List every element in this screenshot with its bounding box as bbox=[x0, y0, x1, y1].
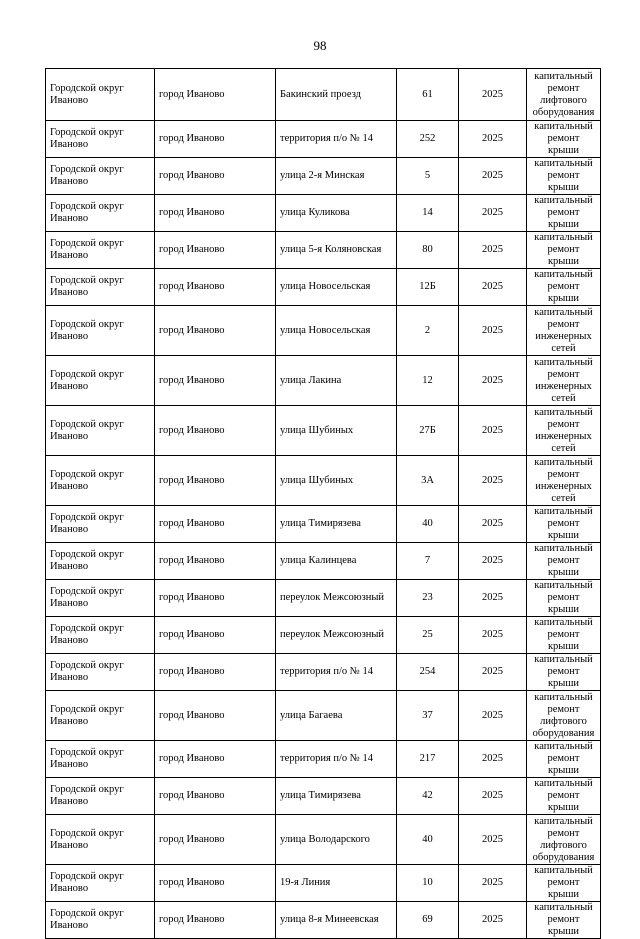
table-row bbox=[46, 902, 601, 939]
street-cell: улица Новосельская bbox=[276, 306, 397, 356]
house-number-cell: 27Б bbox=[397, 406, 459, 456]
work-type-cell: капитальный ремонт инженерных сетей bbox=[527, 356, 601, 406]
year-cell: 2025 bbox=[459, 232, 527, 269]
year-cell: 2025 bbox=[459, 69, 527, 121]
work-type-cell: капитальный ремонт инженерных сетей bbox=[527, 406, 601, 456]
work-type-cell: капитальный ремонт лифтового оборудования bbox=[527, 691, 601, 741]
house-number-cell: 5 bbox=[397, 158, 459, 195]
house-number-cell: 42 bbox=[397, 778, 459, 815]
year-cell: 2025 bbox=[459, 741, 527, 778]
work-type-cell: капитальный ремонт крыши bbox=[527, 269, 601, 306]
year-cell: 2025 bbox=[459, 815, 527, 865]
municipality-cell: Городской округ Иваново bbox=[46, 741, 155, 778]
locality-cell: город Иваново bbox=[155, 902, 276, 939]
work-type-cell: капитальный ремонт крыши bbox=[527, 741, 601, 778]
house-number-cell: 217 bbox=[397, 741, 459, 778]
year-cell: 2025 bbox=[459, 356, 527, 406]
house-number-cell: 40 bbox=[397, 815, 459, 865]
house-number-cell: 69 bbox=[397, 902, 459, 939]
street-cell: улица Багаева bbox=[276, 691, 397, 741]
house-number-cell: 7 bbox=[397, 543, 459, 580]
municipality-cell: Городской округ Иваново bbox=[46, 580, 155, 617]
municipality-cell: Городской округ Иваново bbox=[46, 543, 155, 580]
locality-cell: город Иваново bbox=[155, 778, 276, 815]
page-number: 98 bbox=[313, 38, 327, 53]
locality-cell: город Иваново bbox=[155, 815, 276, 865]
locality-cell: город Иваново bbox=[155, 456, 276, 506]
year-cell: 2025 bbox=[459, 580, 527, 617]
street-cell: улица 5-я Коляновская bbox=[276, 232, 397, 269]
street-cell: улица Новосельская bbox=[276, 269, 397, 306]
table-row bbox=[46, 617, 601, 654]
repair-schedule-table bbox=[45, 68, 601, 939]
year-cell: 2025 bbox=[459, 406, 527, 456]
house-number-cell: 80 bbox=[397, 232, 459, 269]
street-cell: улица Володарского bbox=[276, 815, 397, 865]
street-cell: улица 8-я Минеевская bbox=[276, 902, 397, 939]
year-cell: 2025 bbox=[459, 654, 527, 691]
street-cell: улица Тимирязева bbox=[276, 506, 397, 543]
year-cell: 2025 bbox=[459, 902, 527, 939]
locality-cell: город Иваново bbox=[155, 654, 276, 691]
street-cell: территория п/о № 14 bbox=[276, 121, 397, 158]
year-cell: 2025 bbox=[459, 195, 527, 232]
work-type-cell: капитальный ремонт крыши bbox=[527, 195, 601, 232]
house-number-cell: 12 bbox=[397, 356, 459, 406]
locality-cell: город Иваново bbox=[155, 406, 276, 456]
locality-cell: город Иваново bbox=[155, 741, 276, 778]
table-row bbox=[46, 195, 601, 232]
street-cell: переулок Межсоюзный bbox=[276, 580, 397, 617]
locality-cell: город Иваново bbox=[155, 158, 276, 195]
table-row bbox=[46, 406, 601, 456]
year-cell: 2025 bbox=[459, 456, 527, 506]
municipality-cell: Городской округ Иваново bbox=[46, 654, 155, 691]
work-type-cell: капитальный ремонт лифтового оборудования bbox=[527, 69, 601, 121]
locality-cell: город Иваново bbox=[155, 691, 276, 741]
work-type-cell: капитальный ремонт инженерных сетей bbox=[527, 306, 601, 356]
table-row bbox=[46, 691, 601, 741]
street-cell: улица 2-я Минская bbox=[276, 158, 397, 195]
locality-cell: город Иваново bbox=[155, 506, 276, 543]
street-cell: улица Тимирязева bbox=[276, 778, 397, 815]
street-cell: 19-я Линия bbox=[276, 865, 397, 902]
municipality-cell: Городской округ Иваново bbox=[46, 406, 155, 456]
work-type-cell: капитальный ремонт крыши bbox=[527, 617, 601, 654]
municipality-cell: Городской округ Иваново bbox=[46, 456, 155, 506]
municipality-cell: Городской округ Иваново bbox=[46, 306, 155, 356]
year-cell: 2025 bbox=[459, 543, 527, 580]
table-row bbox=[46, 269, 601, 306]
year-cell: 2025 bbox=[459, 865, 527, 902]
work-type-cell: капитальный ремонт крыши bbox=[527, 158, 601, 195]
house-number-cell: 3А bbox=[397, 456, 459, 506]
street-cell: улица Лакина bbox=[276, 356, 397, 406]
locality-cell: город Иваново bbox=[155, 580, 276, 617]
municipality-cell: Городской округ Иваново bbox=[46, 815, 155, 865]
table-row bbox=[46, 741, 601, 778]
house-number-cell: 23 bbox=[397, 580, 459, 617]
work-type-cell: капитальный ремонт лифтового оборудования bbox=[527, 815, 601, 865]
locality-cell: город Иваново bbox=[155, 306, 276, 356]
house-number-cell: 254 bbox=[397, 654, 459, 691]
house-number-cell: 12Б bbox=[397, 269, 459, 306]
house-number-cell: 2 bbox=[397, 306, 459, 356]
locality-cell: город Иваново bbox=[155, 356, 276, 406]
year-cell: 2025 bbox=[459, 121, 527, 158]
municipality-cell: Городской округ Иваново bbox=[46, 232, 155, 269]
table-row bbox=[46, 543, 601, 580]
street-cell: улица Калинцева bbox=[276, 543, 397, 580]
work-type-cell: капитальный ремонт инженерных сетей bbox=[527, 456, 601, 506]
house-number-cell: 61 bbox=[397, 69, 459, 121]
locality-cell: город Иваново bbox=[155, 269, 276, 306]
work-type-cell: капитальный ремонт крыши bbox=[527, 506, 601, 543]
municipality-cell: Городской округ Иваново bbox=[46, 691, 155, 741]
street-cell: улица Куликова bbox=[276, 195, 397, 232]
work-type-cell: капитальный ремонт крыши bbox=[527, 865, 601, 902]
street-cell: Бакинский проезд bbox=[276, 69, 397, 121]
work-type-cell: капитальный ремонт крыши bbox=[527, 543, 601, 580]
locality-cell: город Иваново bbox=[155, 617, 276, 654]
house-number-cell: 14 bbox=[397, 195, 459, 232]
table-body bbox=[46, 69, 601, 939]
municipality-cell: Городской округ Иваново bbox=[46, 865, 155, 902]
year-cell: 2025 bbox=[459, 778, 527, 815]
table-row bbox=[46, 232, 601, 269]
table-row bbox=[46, 456, 601, 506]
municipality-cell: Городской округ Иваново bbox=[46, 506, 155, 543]
work-type-cell: капитальный ремонт крыши bbox=[527, 121, 601, 158]
locality-cell: город Иваново bbox=[155, 865, 276, 902]
table-row bbox=[46, 654, 601, 691]
work-type-cell: капитальный ремонт крыши bbox=[527, 580, 601, 617]
work-type-cell: капитальный ремонт крыши bbox=[527, 232, 601, 269]
house-number-cell: 40 bbox=[397, 506, 459, 543]
table-row bbox=[46, 121, 601, 158]
locality-cell: город Иваново bbox=[155, 121, 276, 158]
house-number-cell: 10 bbox=[397, 865, 459, 902]
year-cell: 2025 bbox=[459, 506, 527, 543]
work-type-cell: капитальный ремонт крыши bbox=[527, 654, 601, 691]
municipality-cell: Городской округ Иваново bbox=[46, 69, 155, 121]
table-row bbox=[46, 580, 601, 617]
municipality-cell: Городской округ Иваново bbox=[46, 158, 155, 195]
house-number-cell: 252 bbox=[397, 121, 459, 158]
table-row bbox=[46, 506, 601, 543]
street-cell: территория п/о № 14 bbox=[276, 654, 397, 691]
house-number-cell: 25 bbox=[397, 617, 459, 654]
house-number-cell: 37 bbox=[397, 691, 459, 741]
year-cell: 2025 bbox=[459, 617, 527, 654]
year-cell: 2025 bbox=[459, 269, 527, 306]
municipality-cell: Городской округ Иваново bbox=[46, 902, 155, 939]
street-cell: улица Шубиных bbox=[276, 456, 397, 506]
table-row bbox=[46, 158, 601, 195]
locality-cell: город Иваново bbox=[155, 69, 276, 121]
year-cell: 2025 bbox=[459, 306, 527, 356]
table-row bbox=[46, 778, 601, 815]
municipality-cell: Городской округ Иваново bbox=[46, 121, 155, 158]
locality-cell: город Иваново bbox=[155, 195, 276, 232]
municipality-cell: Городской округ Иваново bbox=[46, 195, 155, 232]
municipality-cell: Городской округ Иваново bbox=[46, 269, 155, 306]
table-row bbox=[46, 356, 601, 406]
work-type-cell: капитальный ремонт крыши bbox=[527, 778, 601, 815]
year-cell: 2025 bbox=[459, 691, 527, 741]
street-cell: территория п/о № 14 bbox=[276, 741, 397, 778]
table-row bbox=[46, 306, 601, 356]
table-row bbox=[46, 69, 601, 121]
locality-cell: город Иваново bbox=[155, 232, 276, 269]
municipality-cell: Городской округ Иваново bbox=[46, 778, 155, 815]
table-row bbox=[46, 865, 601, 902]
year-cell: 2025 bbox=[459, 158, 527, 195]
street-cell: улица Шубиных bbox=[276, 406, 397, 456]
work-type-cell: капитальный ремонт крыши bbox=[527, 902, 601, 939]
street-cell: переулок Межсоюзный bbox=[276, 617, 397, 654]
municipality-cell: Городской округ Иваново bbox=[46, 617, 155, 654]
municipality-cell: Городской округ Иваново bbox=[46, 356, 155, 406]
table-row bbox=[46, 815, 601, 865]
locality-cell: город Иваново bbox=[155, 543, 276, 580]
